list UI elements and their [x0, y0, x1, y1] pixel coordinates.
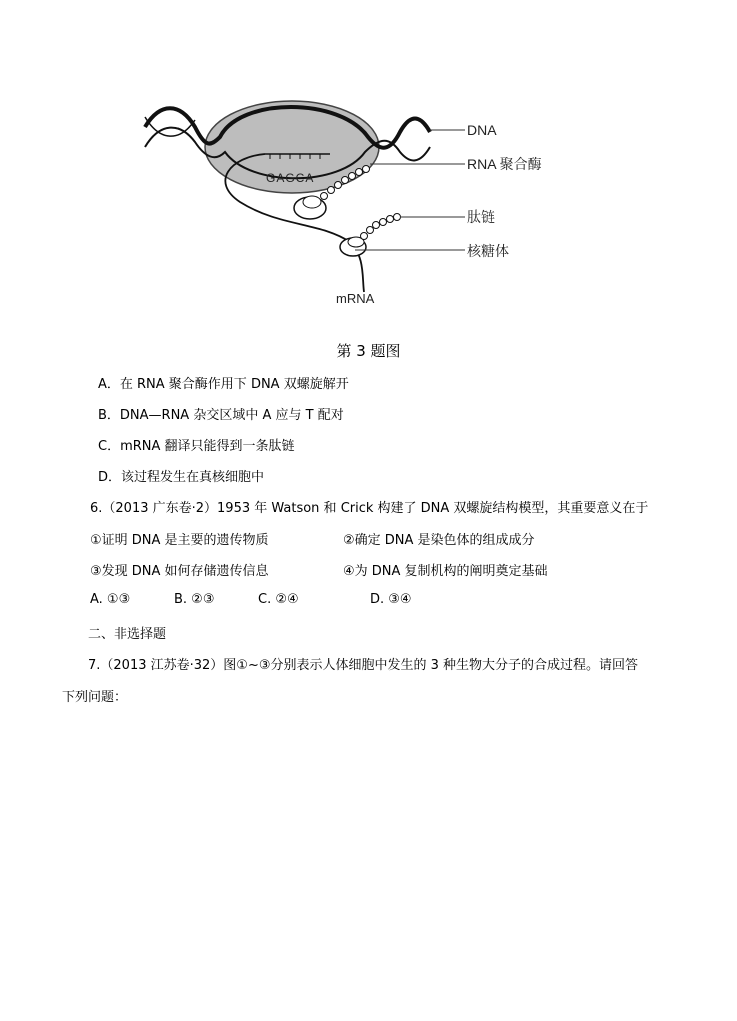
label-dna: DNA — [467, 122, 497, 138]
label-rna-polymerase: RNA 聚合酶 — [467, 156, 542, 172]
q6-choice-d: D. ③④ — [370, 592, 412, 607]
peptide-chain-2 — [361, 214, 401, 240]
figure-caption: 第 3 题图 — [336, 342, 401, 360]
q7-line-1: 7.（2013 江苏卷·32）图①~③分别表示人体细胞中发生的 3 种生物大分子的合成过程。请回答 — [88, 658, 639, 673]
q6-choice-a: A. ①③ — [90, 592, 131, 607]
q5-option-d: D．该过程发生在真核细胞中 — [98, 470, 265, 485]
ribosome-1-small — [303, 196, 321, 208]
q5-option-a: A．在 RNA 聚合酶作用下 DNA 双螺旋解开 — [98, 377, 349, 392]
q6-item-4: ④为 DNA 复制机构的阐明奠定基础 — [343, 564, 548, 579]
label-peptide-chain: 肽链 — [467, 209, 495, 225]
q7-line-2: 下列问题： — [62, 690, 128, 705]
q6-item-1: ①证明 DNA 是主要的遗传物质 — [90, 533, 269, 548]
q6-item-3: ③发现 DNA 如何存储遗传信息 — [90, 564, 269, 579]
q6-item-2: ②确定 DNA 是染色体的组成成分 — [343, 533, 535, 548]
transcription-translation-figure — [140, 92, 580, 314]
label-sequence: GAGCA — [266, 171, 315, 185]
q6-stem: 6.（2013 广东卷·2）1953 年 Watson 和 Crick 构建了 DNA 双螺旋结构模型，其重要意义在于 — [90, 501, 649, 516]
section-title-nonchoice: 二、非选择题 — [88, 627, 167, 642]
label-mrna: mRNA — [336, 291, 375, 306]
q5-option-c: C．mRNA 翻译只能得到一条肽链 — [98, 439, 295, 454]
q6-choice-c: C. ②④ — [258, 592, 299, 607]
q6-choice-b: B. ②③ — [174, 592, 215, 607]
figure-svg — [140, 92, 580, 314]
label-ribosome: 核糖体 — [467, 243, 509, 259]
q5-option-b: B．DNA—RNA 杂交区域中 A 应与 T 配对 — [98, 408, 344, 423]
